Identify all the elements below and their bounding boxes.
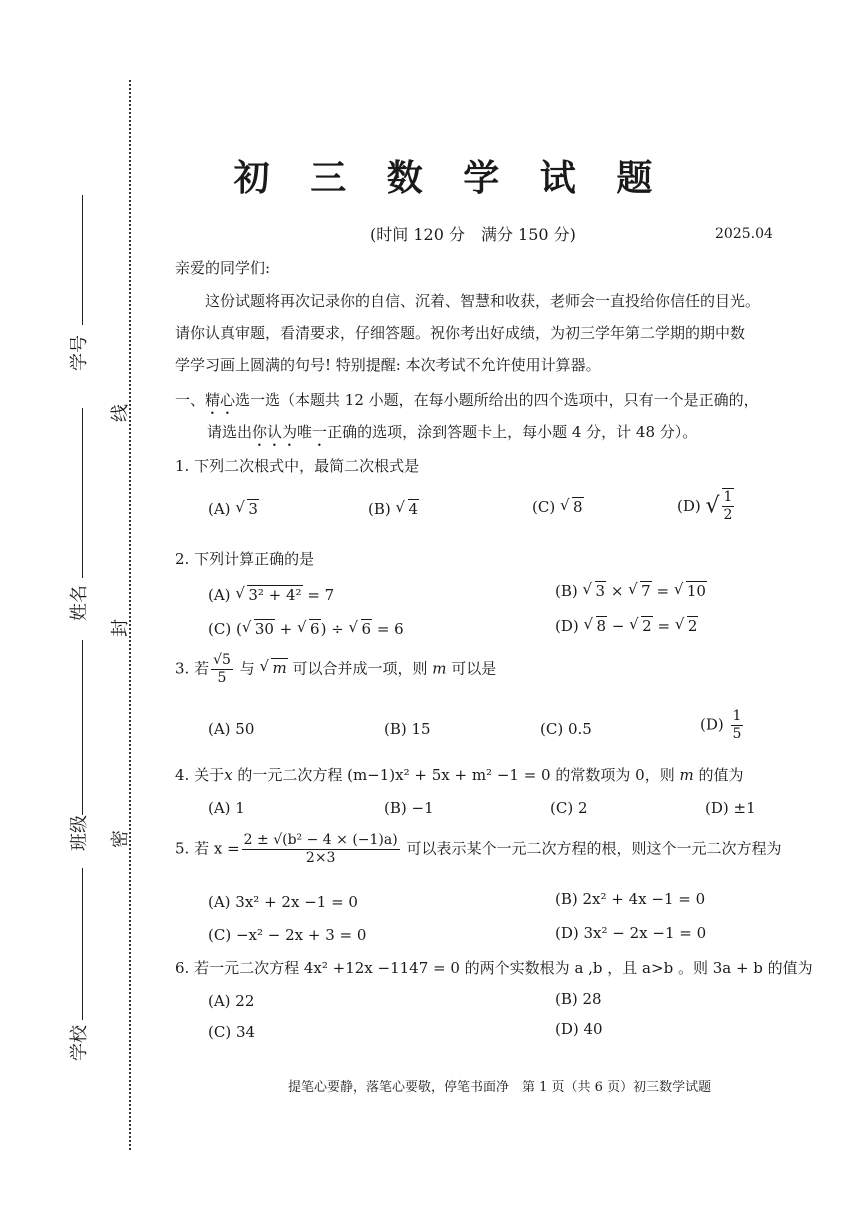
question-2-option-a: (A) √ 3² + 4² = 7 xyxy=(208,586,334,604)
question-3-option-d: (D) $\frac{1}{5}$ xyxy=(700,708,742,742)
question-6-option-d: (D) 40 xyxy=(555,1020,603,1038)
page-title: 初 三 数 学 试 题 xyxy=(233,157,667,199)
intro-line-3: 学学习画上圆满的句号! 特别提醒: 本次考试不允许使用计算器。 xyxy=(175,356,601,374)
question-4-option-d: (D) ±1 xyxy=(705,799,756,817)
school-label: 学校 xyxy=(69,1025,90,1061)
intro-line-1: 这份试题将再次记录你的自信、沉着、智慧和收获，老师会一直投给你信任的目光。 xyxy=(205,292,761,310)
question-3-option-b: (B) 15 xyxy=(384,720,431,738)
name-blank xyxy=(82,408,83,578)
question-1-stem: 1. 下列二次根式中，最简二次根式是 xyxy=(175,457,420,475)
question-1-option-b: (B) √ 4 xyxy=(368,500,419,518)
seal-seal-char: 封 xyxy=(110,619,131,637)
question-1-option-c: (C) √ 8 xyxy=(532,498,584,516)
question-2-option-c: (C) (√ 30 + √ 6) ÷ √ 6 = 6 xyxy=(208,620,404,638)
question-5-stem: 5. 若 x = $\frac{\text{2 ± √(b² − 4 × (−1)a)}}{2\times 3}$ 可以表示某个一元二次方程的根，则这个一元二次方程为 xyxy=(175,832,782,866)
question-2-option-d: (D) √ 8 − √ 2 = √ 2 xyxy=(555,617,698,635)
question-3-stem: 3. 若 $\frac{√5}{5}$ 与 √ m 可以合并成一项，则 m 可以是 xyxy=(175,652,496,687)
question-1-option-a: (A) √ 3 xyxy=(208,500,259,518)
student-id-blank xyxy=(82,195,83,325)
page-footer: 提笔心要静，落笔心要敬，停笔书面净 第 1 页（共 6 页）初三数学试题 xyxy=(288,1080,712,1095)
binding-dotted-line xyxy=(129,80,131,1150)
question-5-option-d: (D) 3x² − 2x −1 = 0 xyxy=(555,924,707,942)
question-4-stem: 4. 关于x 的一元二次方程 (m−1)x² + 5x + m² −1 = 0 的常数项为 0，则 m 的值为 xyxy=(175,766,744,784)
question-6-option-c: (C) 34 xyxy=(208,1023,256,1041)
question-6-option-b: (B) 28 xyxy=(555,990,602,1008)
greeting: 亲爱的同学们: xyxy=(175,259,271,277)
question-3-option-c: (C) 0.5 xyxy=(540,720,592,738)
question-4-option-c: (C) 2 xyxy=(550,799,588,817)
question-4-option-a: (A) 1 xyxy=(208,799,245,817)
class-blank xyxy=(82,640,83,815)
seal-line-char: 线 xyxy=(110,404,131,422)
question-1-option-d: (D) √ $\frac{1}{2}$ xyxy=(677,489,733,523)
question-2-stem: 2. 下列计算正确的是 xyxy=(175,550,315,568)
question-2-option-b: (B) √ 3 × √ 7 = √ 10 xyxy=(555,582,707,600)
intro-line-2: 请你认真审题，看清要求，仔细答题。祝你考出好成绩，为初三学年第二学期的期中数 xyxy=(175,324,746,342)
section-heading-line-2: 请选出你认为唯一正确的选项，涂到答题卡上，每小题 4 分，计 48 分）。 xyxy=(207,423,698,441)
class-label: 班级 xyxy=(69,815,90,851)
exam-time-info: (时间 120 分 满分 150 分) xyxy=(370,225,576,244)
seal-secret-char: 密 xyxy=(110,830,131,848)
question-6-option-a: (A) 22 xyxy=(208,992,255,1010)
question-3-option-a: (A) 50 xyxy=(208,720,255,738)
section-heading-line-1: 一、精心选一选（本题共 12 小题，在每小题所给出的四个选项中，只有一个是正确的， xyxy=(175,391,759,409)
student-id-label: 学号 xyxy=(69,335,90,371)
question-5-option-b: (B) 2x² + 4x −1 = 0 xyxy=(555,890,706,908)
question-5-option-a: (A) 3x² + 2x −1 = 0 xyxy=(208,893,358,911)
exam-date: 2025.04 xyxy=(715,226,773,242)
question-4-option-b: (B) −1 xyxy=(384,799,434,817)
question-5-option-c: (C) −x² − 2x + 3 = 0 xyxy=(208,926,367,944)
name-label: 姓名 xyxy=(69,585,90,621)
school-blank xyxy=(82,868,83,1020)
question-6-stem: 6. 若一元二次方程 4x² +12x −1147 = 0 的两个实数根为 a ,b ，且 a>b 。则 3a + b 的值为 xyxy=(175,959,813,977)
